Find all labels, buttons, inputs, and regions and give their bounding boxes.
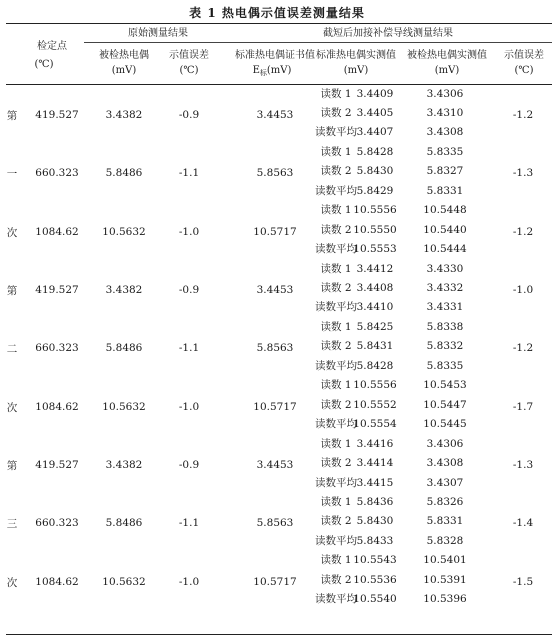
- header-group-corrected: 截短后加接补偿导线测量结果: [323, 28, 453, 39]
- tc-measured-value: 3.4330: [426, 262, 464, 275]
- reading-label: 读数平均: [315, 126, 357, 139]
- tc-measured-value: 5.8338: [426, 320, 464, 333]
- std-measured-value: 5.8429: [356, 184, 394, 197]
- original-error: -0.9: [178, 458, 200, 471]
- reading-label: 读数 1: [320, 262, 352, 275]
- reading-label: 读数 1: [320, 437, 352, 450]
- header-std-meas-l1: 标准热电偶实测值: [316, 50, 396, 61]
- round-label-char: 次: [6, 401, 18, 414]
- reading-label: 读数 2: [320, 573, 352, 586]
- header-check-point-unit: (℃): [34, 59, 54, 70]
- corrected-error: -1.4: [512, 517, 534, 530]
- std-measured-value: 10.5554: [353, 418, 397, 431]
- round-label-char: 第: [6, 284, 18, 297]
- std-measured-value: 3.4409: [356, 87, 394, 100]
- header-check-point: 检定点: [37, 41, 67, 52]
- std-cert-value: 5.8563: [256, 517, 294, 530]
- header-std-cert-sub: 标: [259, 69, 267, 77]
- original-error: -1.1: [178, 167, 200, 180]
- original-error: -0.9: [178, 108, 200, 121]
- check-point-temp: 419.527: [35, 283, 79, 296]
- reading-label: 读数平均: [315, 593, 357, 606]
- tc-measured-value: 10.5401: [423, 554, 467, 567]
- original-tc-value: 5.8486: [105, 517, 143, 530]
- tc-measured-value: 5.8335: [426, 145, 464, 158]
- reading-label: 读数 1: [320, 320, 352, 333]
- original-tc-value: 3.4382: [105, 458, 143, 471]
- original-error: -1.0: [178, 225, 200, 238]
- header-bottom-rule: [6, 84, 552, 85]
- reading-label: 读数平均: [315, 184, 357, 197]
- tc-measured-value: 5.8326: [426, 495, 464, 508]
- header-std-cert-l2: [253, 64, 292, 80]
- std-measured-value: 3.4412: [356, 262, 394, 275]
- std-measured-value: 3.4405: [356, 106, 394, 119]
- reading-label: 读数平均: [315, 301, 357, 314]
- reading-label: 读数平均: [315, 418, 357, 431]
- round-label-char: 第: [6, 109, 18, 122]
- check-point-temp: 419.527: [35, 458, 79, 471]
- std-measured-value: 10.5550: [353, 223, 397, 236]
- reading-label: 读数 2: [320, 106, 352, 119]
- std-measured-value: 10.5556: [353, 204, 397, 217]
- std-measured-value: 3.4407: [356, 126, 394, 139]
- original-error: -0.9: [178, 283, 200, 296]
- tc-measured-value: 5.8328: [426, 534, 464, 547]
- original-tc-value: 10.5632: [102, 400, 146, 413]
- header-err-l1: 示值误差: [169, 50, 209, 61]
- reading-label: 读数平均: [315, 243, 357, 256]
- std-measured-value: 10.5543: [353, 554, 397, 567]
- check-point-temp: 660.323: [35, 517, 79, 530]
- table-caption: 表 1 热电偶示值误差测量结果: [189, 6, 365, 20]
- std-measured-value: 10.5536: [353, 573, 397, 586]
- std-cert-value: 10.5717: [253, 575, 297, 588]
- group-divider-rule: [84, 42, 552, 43]
- tc-measured-value: 3.4332: [426, 282, 464, 294]
- corrected-error: -1.0: [512, 283, 534, 296]
- std-measured-value: 5.8436: [356, 495, 394, 508]
- std-measured-value: 3.4415: [356, 476, 394, 489]
- std-cert-value: 5.8563: [256, 167, 294, 180]
- original-error: -1.0: [178, 575, 200, 588]
- std-measured-value: 5.8430: [356, 515, 394, 528]
- std-measured-value: 3.4408: [356, 282, 394, 294]
- std-cert-value: 3.4453: [256, 458, 294, 471]
- original-tc-value: 10.5632: [102, 575, 146, 588]
- std-cert-value: 3.4453: [256, 283, 294, 296]
- header-tc-l1: 被检热电偶: [99, 50, 149, 61]
- check-point-temp: 660.323: [35, 342, 79, 355]
- round-label-char: 三: [6, 517, 18, 530]
- corrected-error: -1.5: [512, 575, 534, 588]
- reading-label: 读数 2: [320, 223, 352, 236]
- tc-measured-value: 5.8332: [426, 340, 464, 353]
- tc-measured-value: 10.5445: [423, 418, 467, 431]
- check-point-temp: 419.527: [35, 108, 79, 121]
- reading-label: 读数平均: [315, 476, 357, 489]
- tc-measured-value: 10.5444: [423, 243, 467, 256]
- header-std-cert-e: E: [252, 65, 260, 76]
- tc-measured-value: 3.4307: [426, 476, 464, 489]
- header-group-original: 原始测量结果: [128, 28, 188, 39]
- std-cert-value: 10.5717: [253, 225, 297, 238]
- reading-label: 读数 1: [320, 379, 352, 392]
- std-measured-value: 10.5553: [353, 243, 397, 256]
- table-top-rule: [6, 23, 552, 24]
- std-measured-value: 10.5540: [353, 593, 397, 606]
- tc-measured-value: 10.5448: [423, 204, 467, 217]
- std-measured-value: 3.4416: [356, 437, 394, 450]
- header-std-cert-l1: 标准热电偶证书值: [235, 50, 315, 61]
- round-label-char: 次: [6, 226, 18, 239]
- std-measured-value: 5.8425: [356, 320, 394, 333]
- reading-label: 读数平均: [315, 359, 357, 372]
- std-measured-value: 3.4410: [356, 301, 394, 314]
- std-cert-value: 10.5717: [253, 400, 297, 413]
- tc-measured-value: 10.5447: [423, 398, 467, 411]
- tc-measured-value: 3.4306: [426, 437, 464, 450]
- reading-label: 读数 1: [320, 495, 352, 508]
- header-err-l2: (℃): [179, 65, 199, 76]
- tc-measured-value: 10.5440: [423, 223, 467, 236]
- std-measured-value: 5.8428: [356, 145, 394, 158]
- reading-label: 读数 2: [320, 457, 352, 470]
- header-err2-l1: 示值误差: [504, 50, 544, 61]
- tc-measured-value: 5.8327: [426, 165, 464, 178]
- tc-measured-value: 10.5391: [423, 573, 467, 586]
- reading-label: 读数 2: [320, 340, 352, 353]
- header-tc-meas-l1: 被检热电偶实测值: [407, 50, 487, 61]
- reading-label: 读数 2: [320, 398, 352, 411]
- std-measured-value: 5.8428: [356, 359, 394, 372]
- tc-measured-value: 3.4308: [426, 457, 464, 470]
- header-tc-l2: (mV): [111, 65, 137, 76]
- reading-label: 读数 2: [320, 282, 352, 294]
- original-tc-value: 10.5632: [102, 225, 146, 238]
- reading-label: 读数 1: [320, 554, 352, 567]
- header-std-meas-l2: (mV): [343, 65, 369, 76]
- round-label-char: 第: [6, 459, 18, 472]
- tc-measured-value: 3.4331: [426, 301, 464, 314]
- tc-measured-value: 5.8331: [426, 184, 464, 197]
- round-label-char: 二: [6, 342, 18, 355]
- table-bottom-rule: [6, 634, 552, 635]
- corrected-error: -1.7: [512, 400, 534, 413]
- tc-measured-value: 5.8335: [426, 359, 464, 372]
- header-std-cert-unit: (mV): [266, 65, 292, 76]
- std-measured-value: 10.5552: [353, 398, 397, 411]
- original-error: -1.1: [178, 342, 200, 355]
- tc-measured-value: 10.5396: [423, 593, 467, 606]
- tc-measured-value: 5.8331: [426, 515, 464, 528]
- reading-label: 读数平均: [315, 534, 357, 547]
- std-measured-value: 3.4414: [356, 457, 394, 470]
- corrected-error: -1.2: [512, 108, 534, 121]
- original-error: -1.1: [178, 517, 200, 530]
- reading-label: 读数 2: [320, 515, 352, 528]
- header-err2-l2: (℃): [514, 65, 534, 76]
- reading-label: 读数 1: [320, 87, 352, 100]
- std-measured-value: 5.8431: [356, 340, 394, 353]
- corrected-error: -1.3: [512, 167, 534, 180]
- check-point-temp: 1084.62: [35, 575, 79, 588]
- tc-measured-value: 10.5453: [423, 379, 467, 392]
- original-tc-value: 5.8486: [105, 167, 143, 180]
- corrected-error: -1.2: [512, 225, 534, 238]
- tc-measured-value: 3.4310: [426, 106, 464, 119]
- check-point-temp: 1084.62: [35, 225, 79, 238]
- reading-label: 读数 1: [320, 145, 352, 158]
- check-point-temp: 1084.62: [35, 400, 79, 413]
- corrected-error: -1.3: [512, 458, 534, 471]
- std-cert-value: 5.8563: [256, 342, 294, 355]
- reading-label: 读数 1: [320, 204, 352, 217]
- check-point-temp: 660.323: [35, 167, 79, 180]
- original-error: -1.0: [178, 400, 200, 413]
- reading-label: 读数 2: [320, 165, 352, 178]
- tc-measured-value: 3.4308: [426, 126, 464, 139]
- std-measured-value: 10.5556: [353, 379, 397, 392]
- std-measured-value: 5.8430: [356, 165, 394, 178]
- corrected-error: -1.2: [512, 342, 534, 355]
- header-tc-meas-l2: (mV): [434, 65, 460, 76]
- std-cert-value: 3.4453: [256, 108, 294, 121]
- original-tc-value: 3.4382: [105, 283, 143, 296]
- round-label-char: 一: [6, 167, 18, 180]
- original-tc-value: 3.4382: [105, 108, 143, 121]
- std-measured-value: 5.8433: [356, 534, 394, 547]
- round-label-char: 次: [6, 576, 18, 589]
- tc-measured-value: 3.4306: [426, 87, 464, 100]
- original-tc-value: 5.8486: [105, 342, 143, 355]
